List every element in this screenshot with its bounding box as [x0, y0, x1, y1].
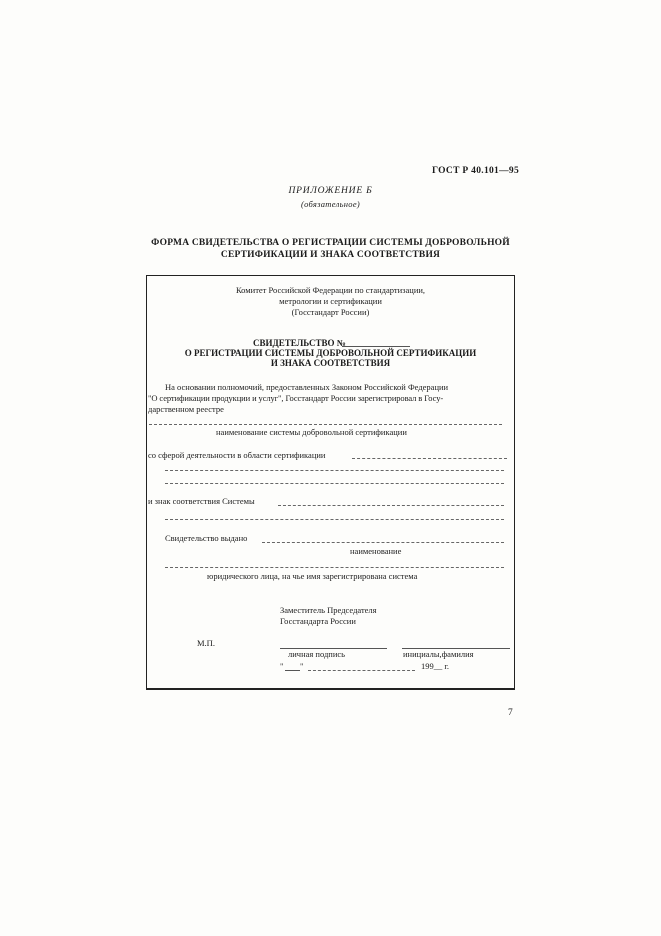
appendix-title: ПРИЛОЖЕНИЕ Б [288, 186, 373, 196]
certificate-heading-number: СВИДЕТЕЛЬСТВО № [253, 338, 346, 348]
mark-line-1 [278, 505, 504, 506]
scope-line-1 [352, 458, 507, 459]
stamp-label: М.П. [197, 638, 215, 648]
form-title-line-1: ФОРМА СВИДЕТЕЛЬСТВА О РЕГИСТРАЦИИ СИСТЕМЫ ДОБРОВОЛЬНОЙ [151, 238, 510, 248]
issuer-line-2: метрологии и сертификации [279, 296, 382, 306]
signatory-line-1: Заместитель Председателя [280, 605, 377, 615]
issuer-line-3: (Госстандарт России) [291, 307, 370, 317]
certificate-heading-2: О РЕГИСТРАЦИИ СИСТЕМЫ ДОБРОВОЛЬНОЙ СЕРТИФИКАЦИИ [184, 348, 477, 358]
signature-caption: личная подпись [288, 649, 346, 659]
system-name-caption: наименование системы добровольной сертификации [216, 427, 407, 437]
body-line-3: дарственном реестре [148, 404, 224, 414]
certificate-heading-3: И ЗНАКА СООТВЕТСТВИЯ [270, 358, 391, 368]
date-day-line [285, 670, 300, 671]
scope-line-3 [165, 483, 504, 484]
page-number: 7 [508, 708, 513, 718]
body-line-1: На основании полномочий, предоставленных Законом Российской Федерации [165, 382, 449, 392]
scope-label: со сферой деятельности в области сертификации [148, 450, 326, 460]
appendix-note: (обязательное) [300, 199, 361, 209]
initials-caption: инициалы,фамилия [403, 649, 474, 659]
name-caption: наименование [350, 546, 402, 556]
certificate-number-line [342, 346, 410, 347]
form-title-line-2: СЕРТИФИКАЦИИ И ЗНАКА СООТВЕТСТВИЯ [220, 250, 441, 260]
scope-line-2 [165, 470, 504, 471]
body-line-2: "О сертификации продукции и услуг", Госстандарт России зарегистрировал в Госу- [148, 393, 444, 403]
date-quote-open: " [280, 661, 284, 671]
signatory-line-2: Госстандарта России [280, 616, 356, 626]
date-year: 199__ г. [421, 661, 450, 671]
mark-label: и знак соответствия Системы [148, 496, 255, 506]
system-name-line [149, 424, 502, 425]
issuer-line-1: Комитет Российской Федерации по стандартизации, [235, 285, 426, 295]
issued-label: Свидетельство выдано [165, 533, 248, 543]
entity-caption: юридического лица, на чье имя зарегистрирована система [207, 571, 418, 581]
issued-line [262, 542, 504, 543]
standard-designation: ГОСТ Р 40.101—95 [432, 166, 519, 176]
mark-line-2 [165, 519, 504, 520]
date-month-line [308, 670, 415, 671]
entity-line [165, 567, 504, 568]
date-quote-close: " [300, 661, 304, 671]
